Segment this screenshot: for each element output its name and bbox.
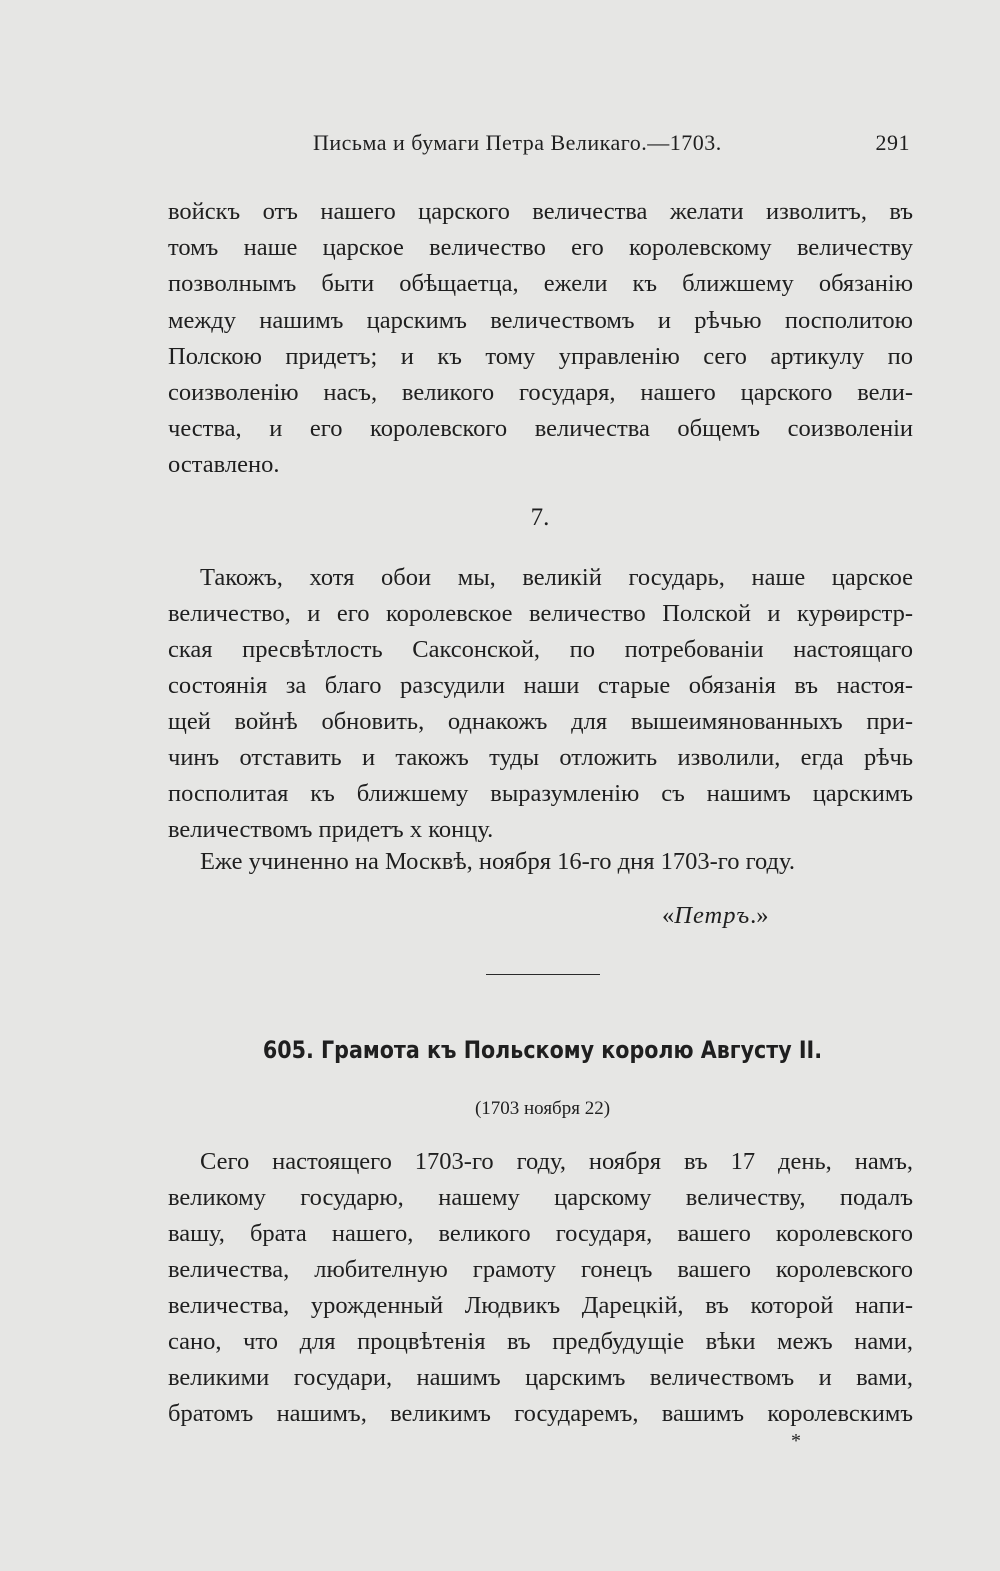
- signature-name: Петръ: [674, 902, 751, 929]
- text-line: сано, что для процвѣтенія въ предбудущіе вѣки межъ нами,: [168, 1328, 913, 1355]
- text-line: ская пресвѣтлость Саксонской, по потребованіи настоящаго: [168, 636, 913, 663]
- text-line: величества, любителную грамоту гонецъ вашего королевского: [168, 1256, 913, 1283]
- text-line: чества, и его королевского величества общемъ соизволеніи: [168, 415, 913, 442]
- text-line: томъ наше царское величество его королевскому величеству: [168, 234, 913, 261]
- text-line: состоянія за благо разсудили наши старые обязанія въ настоя-: [168, 672, 913, 699]
- text-line: величества, урожденный Людвикъ Дарецкій, въ которой напи-: [168, 1292, 913, 1319]
- text-line: посполитая къ ближшему выразумленію съ нашимъ царскимъ: [168, 780, 913, 807]
- text-line: братомъ нашимъ, великимъ государемъ, вашимъ королевскимъ: [168, 1400, 913, 1427]
- running-title: Письма и бумаги Петра Великаго.—1703.: [313, 130, 722, 155]
- document-title: 605. Грамота къ Польскому королю Августу II.: [262, 1036, 823, 1064]
- text-line: позволнымъ быти обѣщаетца, ежели къ ближшему обязанію: [168, 270, 913, 297]
- text-line: великому государю, нашему царскому величеству, подалъ: [168, 1184, 913, 1211]
- text-line: между нашимъ царскимъ величествомъ и рѣчью посполитою: [168, 307, 913, 334]
- section-number: 7.: [530, 504, 550, 531]
- section-divider: [486, 974, 600, 975]
- signature-close-quote: .»: [750, 902, 769, 929]
- signature-open-quote: «: [662, 902, 675, 929]
- text-line: величество, и его королевское величество Полской и курѳирстр-: [168, 600, 913, 627]
- text-line: Такожъ, хотя обои мы, великій государь, наше царское: [200, 564, 913, 591]
- text-line: щей войнѣ обновить, однакожъ для вышеимянованныхъ при-: [168, 708, 913, 735]
- text-line: чинъ отставить и такожъ туды отложить изволили, егда рѣчь: [168, 744, 913, 771]
- signature: [662, 902, 769, 930]
- footnote-marker: *: [791, 1430, 801, 1452]
- text-line: вашу, брата нашего, великого государя, вашего королевского: [168, 1220, 913, 1247]
- document-date: (1703 ноября 22): [474, 1098, 611, 1119]
- text-line: величествомъ придетъ х концу.: [168, 816, 494, 843]
- text-line: Сего настоящего 1703-го году, ноября въ 17 день, намъ,: [200, 1148, 913, 1175]
- text-line: Полскою придетъ; и къ тому управленію сего артикулу по: [168, 343, 913, 370]
- text-line: соизволенію насъ, великого государя, нашего царского вели-: [168, 379, 913, 406]
- closing-line: Еже учиненно на Москвѣ, ноября 16-го дня 1703-го году.: [200, 848, 795, 875]
- text-line: войскъ отъ нашего царского величества желати изволитъ, въ: [168, 198, 913, 225]
- text-line: оставлено.: [168, 451, 280, 478]
- page-header: [165, 130, 910, 164]
- page-number: 291: [875, 130, 910, 155]
- text-line: великими государи, нашимъ царскимъ величествомъ и вами,: [168, 1364, 913, 1391]
